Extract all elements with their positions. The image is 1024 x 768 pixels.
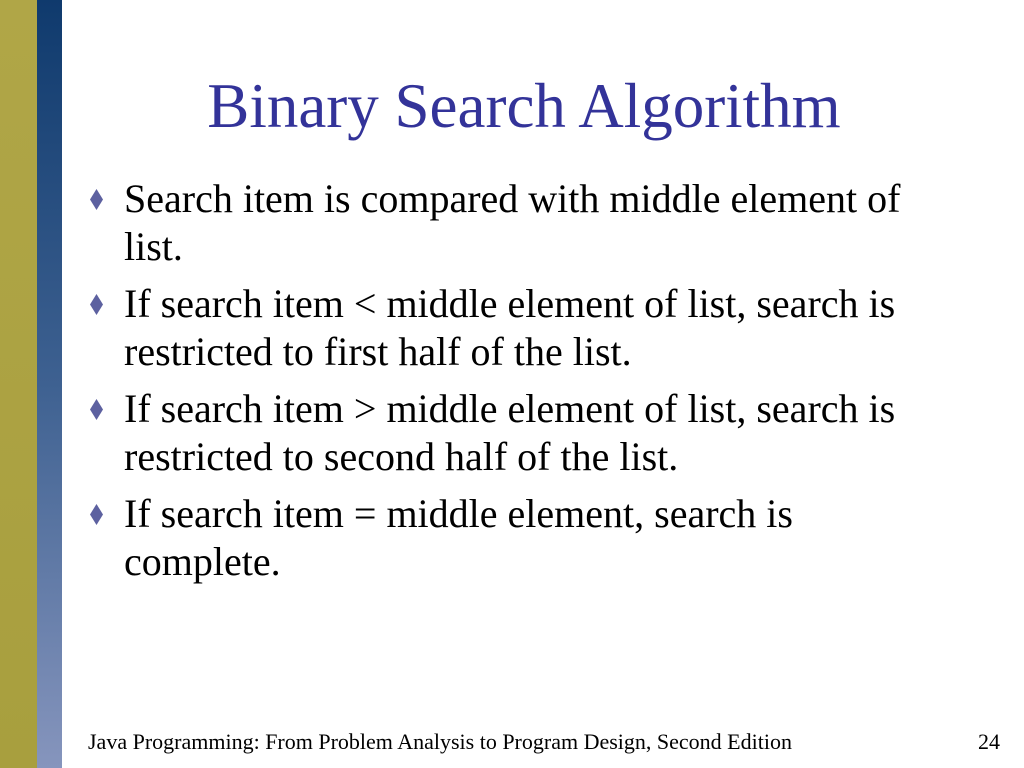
bullet-text: Search item is compared with middle element of list. [124, 176, 901, 269]
bullet-list [90, 175, 944, 595]
sidebar-gold-bar [0, 0, 37, 768]
diamond-bullet-icon [90, 399, 103, 420]
bullet-item [90, 175, 944, 271]
bullet-text: If search item = middle element, search is complete. [124, 491, 793, 584]
bullet-marker-column [90, 280, 124, 376]
bullet-text: If search item > middle element of list, search is restricted to second half of the list. [124, 386, 896, 479]
bullet-item [90, 385, 944, 481]
diamond-bullet-icon [90, 189, 103, 210]
bullet-text: If search item < middle element of list, search is restricted to first half of the list. [124, 281, 896, 374]
bullet-marker-column [90, 175, 124, 271]
diamond-bullet-icon [90, 294, 103, 315]
footer [88, 728, 1000, 756]
bullet-marker-column [90, 490, 124, 586]
sidebar-blue-gradient-bar [37, 0, 62, 768]
diamond-bullet-icon [90, 504, 103, 525]
page-number: 24 [978, 729, 1000, 754]
bullet-marker-column [90, 385, 124, 481]
footer-book-title: Java Programming: From Problem Analysis to Program Design, Second Edition [88, 729, 792, 754]
bullet-item [90, 280, 944, 376]
slide-title: Binary Search Algorithm [207, 71, 841, 141]
bullet-item [90, 490, 944, 586]
